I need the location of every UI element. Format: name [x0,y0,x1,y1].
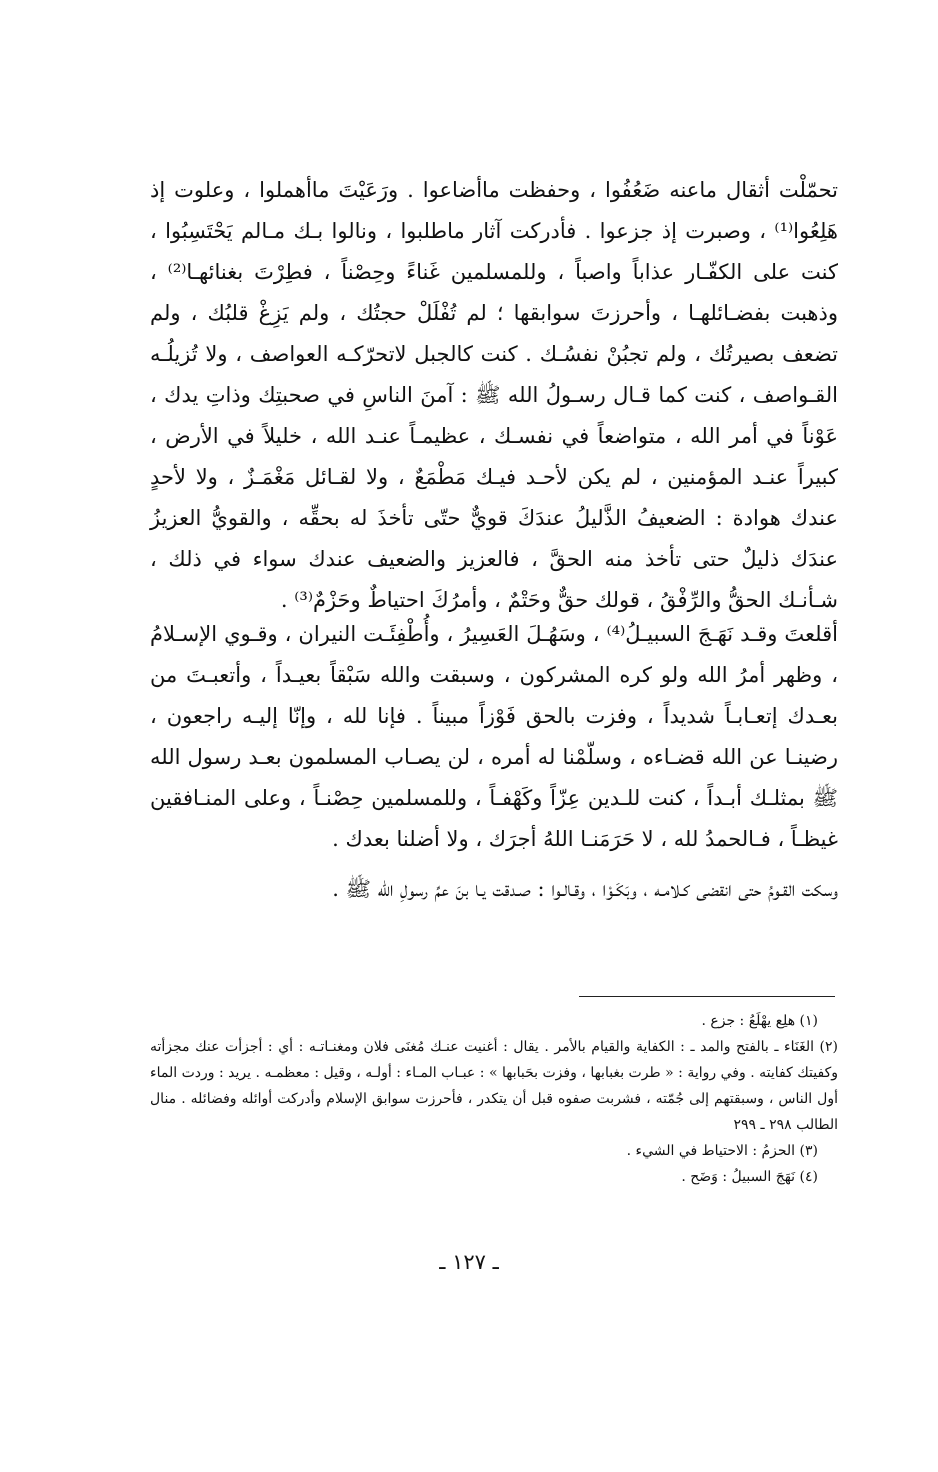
main-text-block-1 [150,170,838,621]
footnote-4: (٤) نَهَجَ السبيلُ : وَضَح . [681,1169,818,1185]
footnote-3: (٣) الحزمُ : الاحتياط في الشيء . [626,1143,818,1159]
main-text-block-2 [150,614,838,860]
paragraph-1: تحمّلْت أثقال ماعنه ضَعُفُوا ، وحفظت ماأضاعوا . ورَعَيْتَ ماأهملوا ، وعلوت إذ هَلِعُوا⁽¹⁾ ، وصبرت إذ جزعوا . فأدركت آثار ماطلبوا ، ونالوا بـك مـالم يَحْتَسِبُوا ، كنت على الكفّـار عذاباً واصباً ، وللمسلمين غَناءً وحِصْناً ، فطِرْتَ بغنائهـا⁽²⁾ ، وذهبت بفضـائلهـا ، وأحرزتَ سوابقها ؛ لم تُفْلَلْ حجتُك ، ولم يَزِغْ قلبُك ، ولم تضعف بصيرتُك ، ولم تجبُنْ نفسُـك . كنت كالجبل لاتحرّكـه العواصف ، ولا تُزيلُـه القـواصف ، كنت كما قـال رسـولُ الله ﷺ : آمنَ الناسِ في صحبتِك وذاتِ يدك ، عَوْناً في أمر الله ، متواضعاً في نفسـك ، عظيمـاً عنـد الله ، خليلاً في الأرض ، كبيراً عنـد المؤمنين ، لم يكن لأحـد فيـك مَطْمَعٌ ، ولا لقـائل مَغْمَـزٌ ، ولا لأحدٍ عندك هوادة : الضعيفُ الذَّليلُ عندَكَ قويٌّ حتّى تأخذَ له بحقِّه ، والقويُّ العزيزُ عندَك ذليلٌ حتى تأخذ منه الحقَّ ، فالعزيز والضعيف عندك سواء في ذلك ، شـأنـك الحقُّ والرِّفْقُ ، قولك حقٌّ وحَتْمٌ ، وأمرُكَ احتياطٌ وحَزْمٌ⁽³⁾ . [150,178,838,612]
page-number: ـ ١٢٧ ـ [439,1250,499,1274]
footnotes [150,1008,838,1190]
footnote-2: (٢) الغَنَاء ـ بالفتح والمد ـ : الكفاية والقيام بالأمر . يقال : أغنيت عنـك مُغنَى فلان ومغنـاتـه : أي : أجزأت عنك مجزأته وكفيتك كفايته . وفي رواية : « طرت بغبابها ، وفزت بحَبابها » : عبـاب المـاء : أولـه ، وقيل : معظمـه . يريد : وردت الماء أول الناس ، وسبقتهم إلى جُمّته ، فشربت صفوه قبل أن يتكدر ، فأحرزت سوابق الإسلام وأدركت أوائله وفضائله . منال الطالب ٢٩٨ ـ ٢٩٩ [150,1039,838,1133]
paragraph-2: أقلعتَ وقـد نَهَـجَ السبيـلُ⁽⁴⁾ ، وسَهُـلَ العَسِيرُ ، وأُطْفِئَـت النيران ، وقـوي الإسـلامُ ، وظهر أمرُ الله ولو كره المشركون ، وسبقت والله سَبْقاً بعيـداً ، وأتعبـتَ من بعـدك إتعـابـاً شديداً ، وفزت بالحق فَوْزاً مبيناً . فإنا لله ، وإنّا إليـه راجعون ، رضينـا عن الله قضـاءه ، وسلّمْنا له أمره ، لن يصـاب المسلمون بعـد رسول الله ﷺ بمثلـك أبـداً ، كنت للـدين عِزّاً وكَهْفـاً ، وللمسلمين حِصْنـاً ، وعلى المنـافقين غيظـاً ، فـالحمدُ لله ، لا حَرَمَنـا اللهُ أجرَك ، ولا أضلنا بعدك . [150,622,839,851]
main-text-block-3 [150,869,838,910]
paragraph-3: وسكت القـومُ حتى انقضى كـلامـه ، وبَكَـوْا ، وقـالـوا : صـدقت يـا بنَ عمِّ رسولِ الله ﷺ . [332,877,838,901]
footnote-1: (١) هلِع يهْلَعُ : جزع . [701,1013,818,1029]
footnote-separator [579,996,835,997]
